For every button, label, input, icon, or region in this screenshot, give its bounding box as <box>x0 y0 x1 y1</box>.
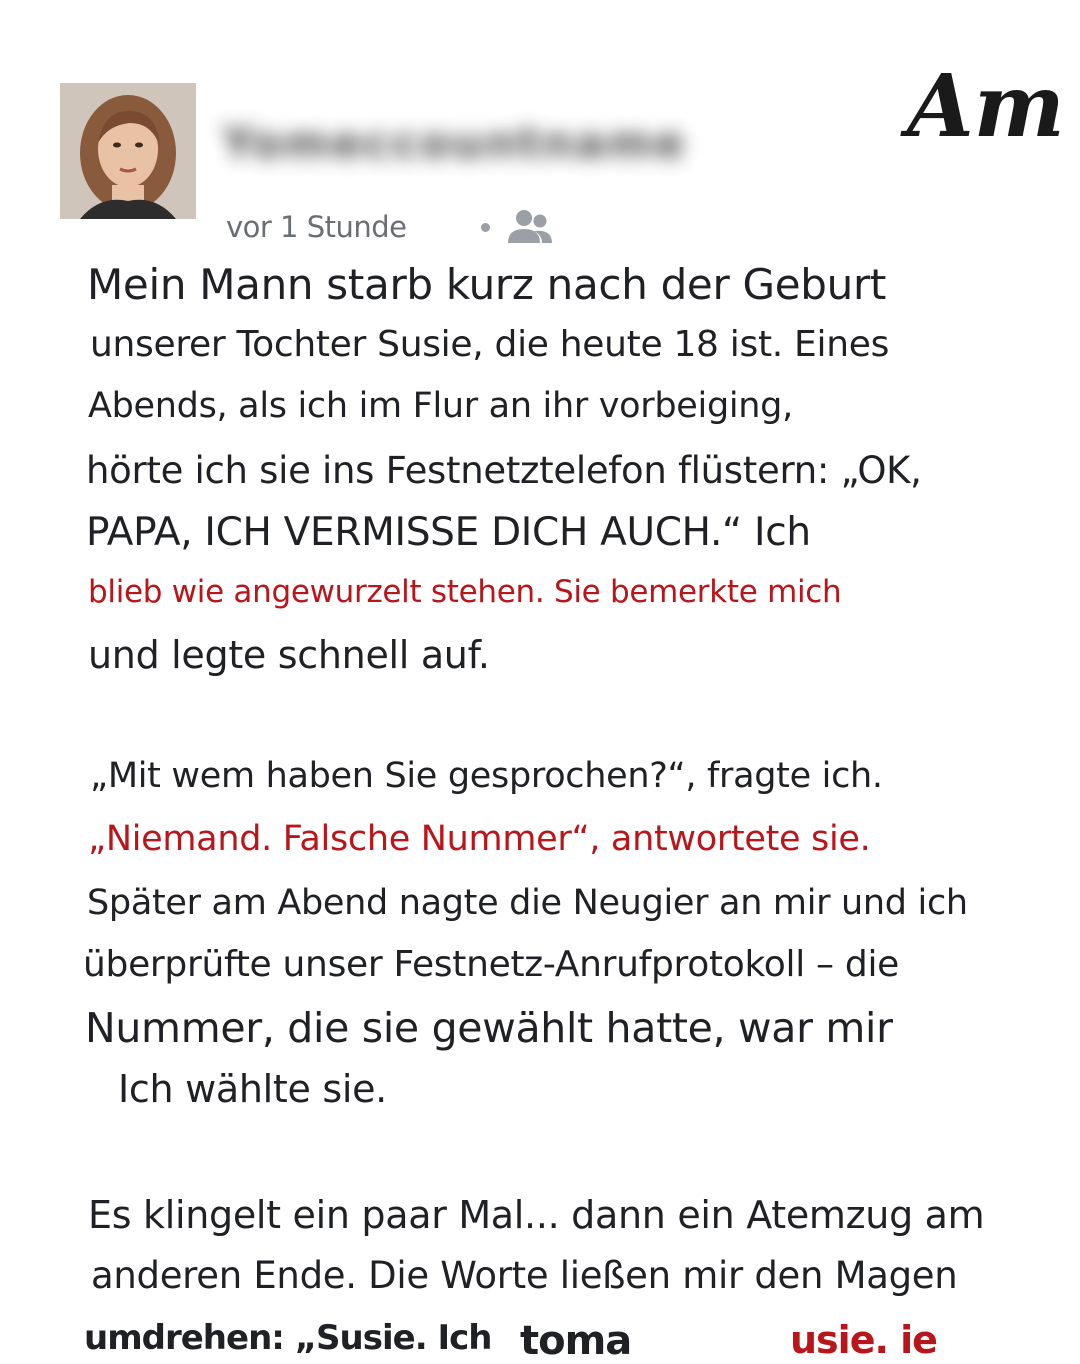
body-line-1: Mein Mann starb kurz nach der Geburt <box>87 260 887 309</box>
brand-logo <box>905 56 1065 158</box>
username-blurred[interactable] <box>222 118 687 172</box>
post-timestamp: vor 1 Stunde <box>226 210 407 244</box>
brand-logo-text: Am <box>907 56 1065 157</box>
body-line-13: Ich wählte sie. <box>118 1067 387 1111</box>
post-meta <box>226 205 556 249</box>
body-line-8: „Mit wem haben Sie gesprochen?“, fragte ich. <box>90 756 883 796</box>
body-line-5: PAPA, ICH VERMISSE DICH AUCH.“ Ich <box>86 510 811 555</box>
body-line-2: unserer Tochter Susie, die heute 18 ist. Eines <box>90 324 890 365</box>
body-line-11: überprüfte unser Festnetz-Anrufprotokoll – die <box>83 944 899 985</box>
body-line-15: anderen Ende. Die Worte ließen mir den Magen <box>91 1254 958 1297</box>
username-text: Yomeccountname <box>222 118 687 169</box>
body-line-6: blieb wie angewurzelt stehen. Sie bemerkte mich <box>88 574 842 610</box>
body-line-12: Nummer, die sie gewählt hatte, war mir <box>85 1004 893 1052</box>
body-line-9: „Niemand. Falsche Nummer“, antwortete sie. <box>88 819 871 859</box>
separator-dot <box>481 223 490 232</box>
avatar[interactable] <box>60 83 196 219</box>
body-line-4: hörte ich sie ins Festnetztelefon flüstern: „OK, <box>86 449 922 492</box>
avatar-photo <box>60 83 196 219</box>
body-line-14: Es klingelt ein paar Mal... dann ein Atemzug am <box>88 1193 985 1237</box>
truncated-line <box>0 1308 1080 1364</box>
body-line-10: Später am Abend nagte die Neugier an mir und ich <box>87 883 968 923</box>
people-icon[interactable] <box>504 207 556 247</box>
body-line-3: Abends, als ich im Flur an ihr vorbeiging, <box>88 386 793 426</box>
truncated-line-part-3: usie. ie <box>790 1318 937 1362</box>
truncated-line-part-1: umdrehen: „Susie. Ich <box>84 1318 492 1358</box>
truncated-line-part-2: toma <box>520 1318 632 1364</box>
body-line-7: und legte schnell auf. <box>88 633 490 677</box>
